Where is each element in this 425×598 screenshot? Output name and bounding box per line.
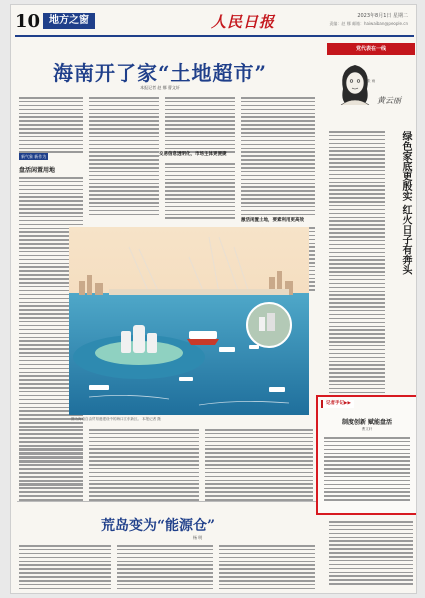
header-rule xyxy=(15,35,414,37)
reporter-note-body xyxy=(324,437,410,503)
main-body-col3 xyxy=(165,97,235,155)
reporter-note-box xyxy=(316,395,417,515)
bottom-body-col1 xyxy=(19,545,111,592)
author-signature: 黄云丽 xyxy=(377,96,401,105)
main-byline: 本报记者 赵 娜 曹文轩 xyxy=(140,85,180,90)
bottom-headline: 荒岛变为“能源仓” xyxy=(101,518,216,534)
main-photo xyxy=(69,227,309,415)
bottom-divider xyxy=(17,501,317,502)
bottom-body-col2 xyxy=(117,545,213,592)
subhead-3: 激活闲置土地，要素利用更高效 xyxy=(241,218,304,223)
paper-title: 人民日报 xyxy=(211,13,276,31)
main-body-lower-right xyxy=(205,429,313,503)
column-body-bottom xyxy=(329,521,413,587)
subhead-1: 盘活闲置用地 xyxy=(19,167,56,174)
column-banner: 党代表在一线 xyxy=(327,43,415,55)
bottom-body-col3 xyxy=(219,545,315,592)
header-editor: 责编：赵 娜 邮箱：haiwaiban@people.cn xyxy=(329,21,408,26)
author-name: 张 雨 xyxy=(367,79,376,83)
page-header xyxy=(11,5,417,41)
bottom-byline: 杨 明 xyxy=(193,535,203,540)
reporter-note-tag: 记者手记▶▶ xyxy=(321,400,354,408)
main-body-col2 xyxy=(89,97,159,218)
header-date: 2023年8月1日 星期二 xyxy=(357,13,408,19)
main-body-lower-left xyxy=(19,429,83,503)
page-number: 10 xyxy=(15,11,41,32)
column-headline: 绿色家底更殷实 红火日子有奔头 xyxy=(400,131,411,275)
photo-caption: 图为海南自由贸易港建设中的海口江东新区。 本报记者 摄 xyxy=(71,417,161,421)
main-headline-block xyxy=(25,57,295,86)
subhead-2: 交易信息透明化，市场主体更便捷 xyxy=(159,152,227,157)
newspaper-page xyxy=(10,4,417,594)
section-badge: 地方之窗 xyxy=(43,13,95,29)
main-body-col3b xyxy=(165,163,235,221)
reporter-note-headline: 制度创新 赋能盘活 xyxy=(341,419,393,426)
main-body-lower-mid xyxy=(89,429,199,503)
main-body-col1a xyxy=(19,97,83,155)
main-headline: 海南开了家“土地超市” xyxy=(52,61,267,85)
main-body-col4 xyxy=(241,97,315,218)
reporter-note-byline: 曹文轩 xyxy=(361,427,373,431)
section-badge-new: 新气象 新作为 xyxy=(21,154,47,159)
